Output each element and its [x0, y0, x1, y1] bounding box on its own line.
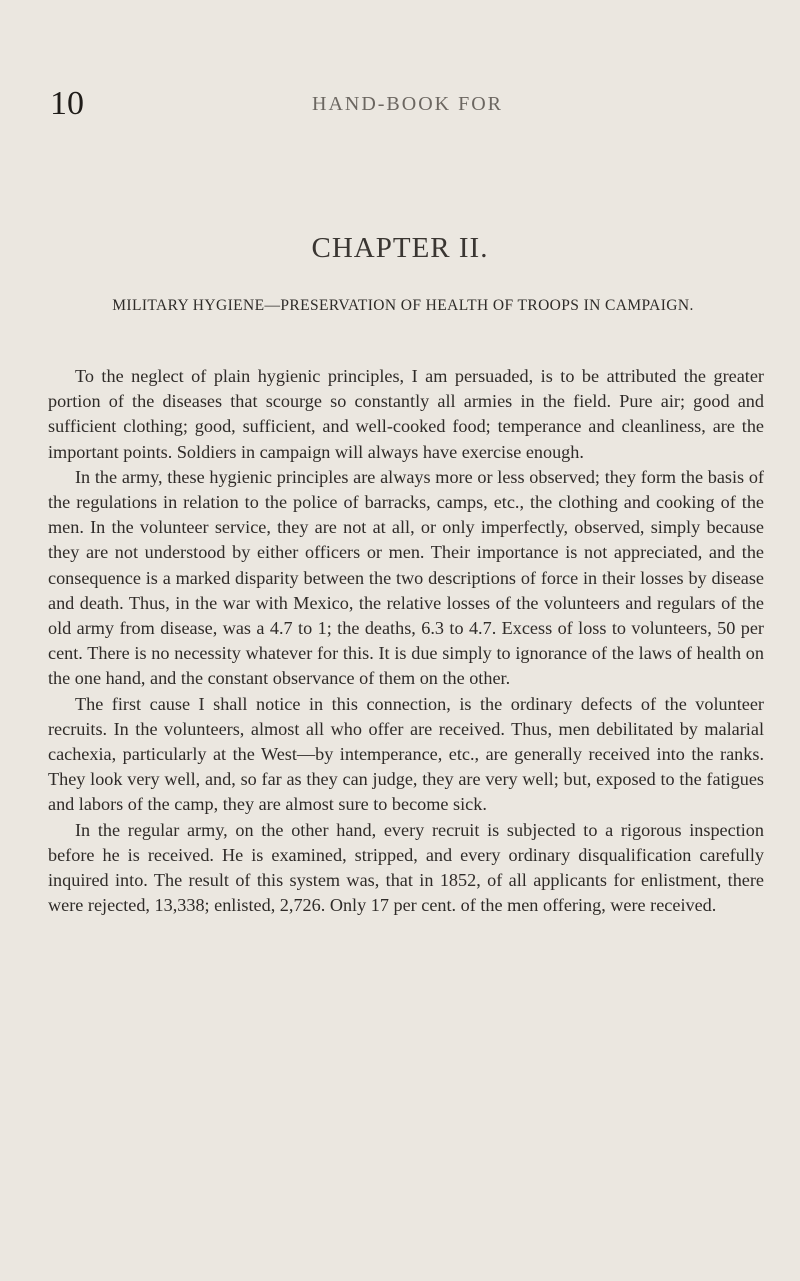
paragraph: In the army, these hygienic principles are always more or less observed; they form the basis of the regulations in relation to the police of barracks, camps, etc., the clothing and cooking of the men. In the volunteer service, they are not at all, or only imperfectly, observed, simply because they are not understood by either officers or men. Their importance is not appreciated, and the consequence is a marked disparity between the two descriptions of force in their losses by disease and death. Thus, in the war with Mexico, the relative losses of the volunteers and regulars of the old army from disease, was a 4.7 to 1; the deaths, 6.3 to 4.7. Excess of loss to volunteers, 50 per cent. There is no necessity whatever for this. It is due simply to ignorance of the laws of health on the one hand, and the constant observance of them on the other. — [48, 466, 764, 689]
running-title: HAND-BOOK FOR — [312, 93, 504, 115]
paragraph: To the neglect of plain hygienic principles, I am persuaded, is to be attributed the greater portion of the diseases that scourge so constantly all armies in the field. Pure air; good and sufficient clothing; good, sufficient, and well-cooked food; temperance and cleanliness, are the important points. Soldiers in campaign will always have exercise enough. — [48, 366, 764, 462]
body-text — [48, 364, 764, 918]
page-number: 10 — [50, 85, 84, 122]
paragraph: The first cause I shall notice in this connection, is the ordinary defects of the volunteer recruits. In the volunteers, almost all who offer are received. Thus, men debilitated by malarial cachexia, particularly at the West—by intemperance, etc., are generally received into the ranks. They look very well, and, so far as they can judge, they are very well; but, exposed to the fatigues and labors of the camp, they are almost sure to become sick. — [48, 693, 764, 815]
chapter-title: CHAPTER II. — [311, 232, 489, 264]
running-head — [50, 84, 750, 124]
chapter-subtitle: MILITARY HYGIENE—PRESERVATION OF HEALTH OF TROOPS IN CAMPAIGN. — [112, 297, 694, 314]
paragraph: In the regular army, on the other hand, every recruit is subjected to a rigorous inspection before he is received. He is examined, stripped, and every ordinary disqualification carefully inquired into. The result of this system was, that in 1852, of all applicants for enlistment, there were rejected, 13,338; enlisted, 2,726. Only 17 per cent. of the men offering, were received. — [48, 819, 764, 916]
